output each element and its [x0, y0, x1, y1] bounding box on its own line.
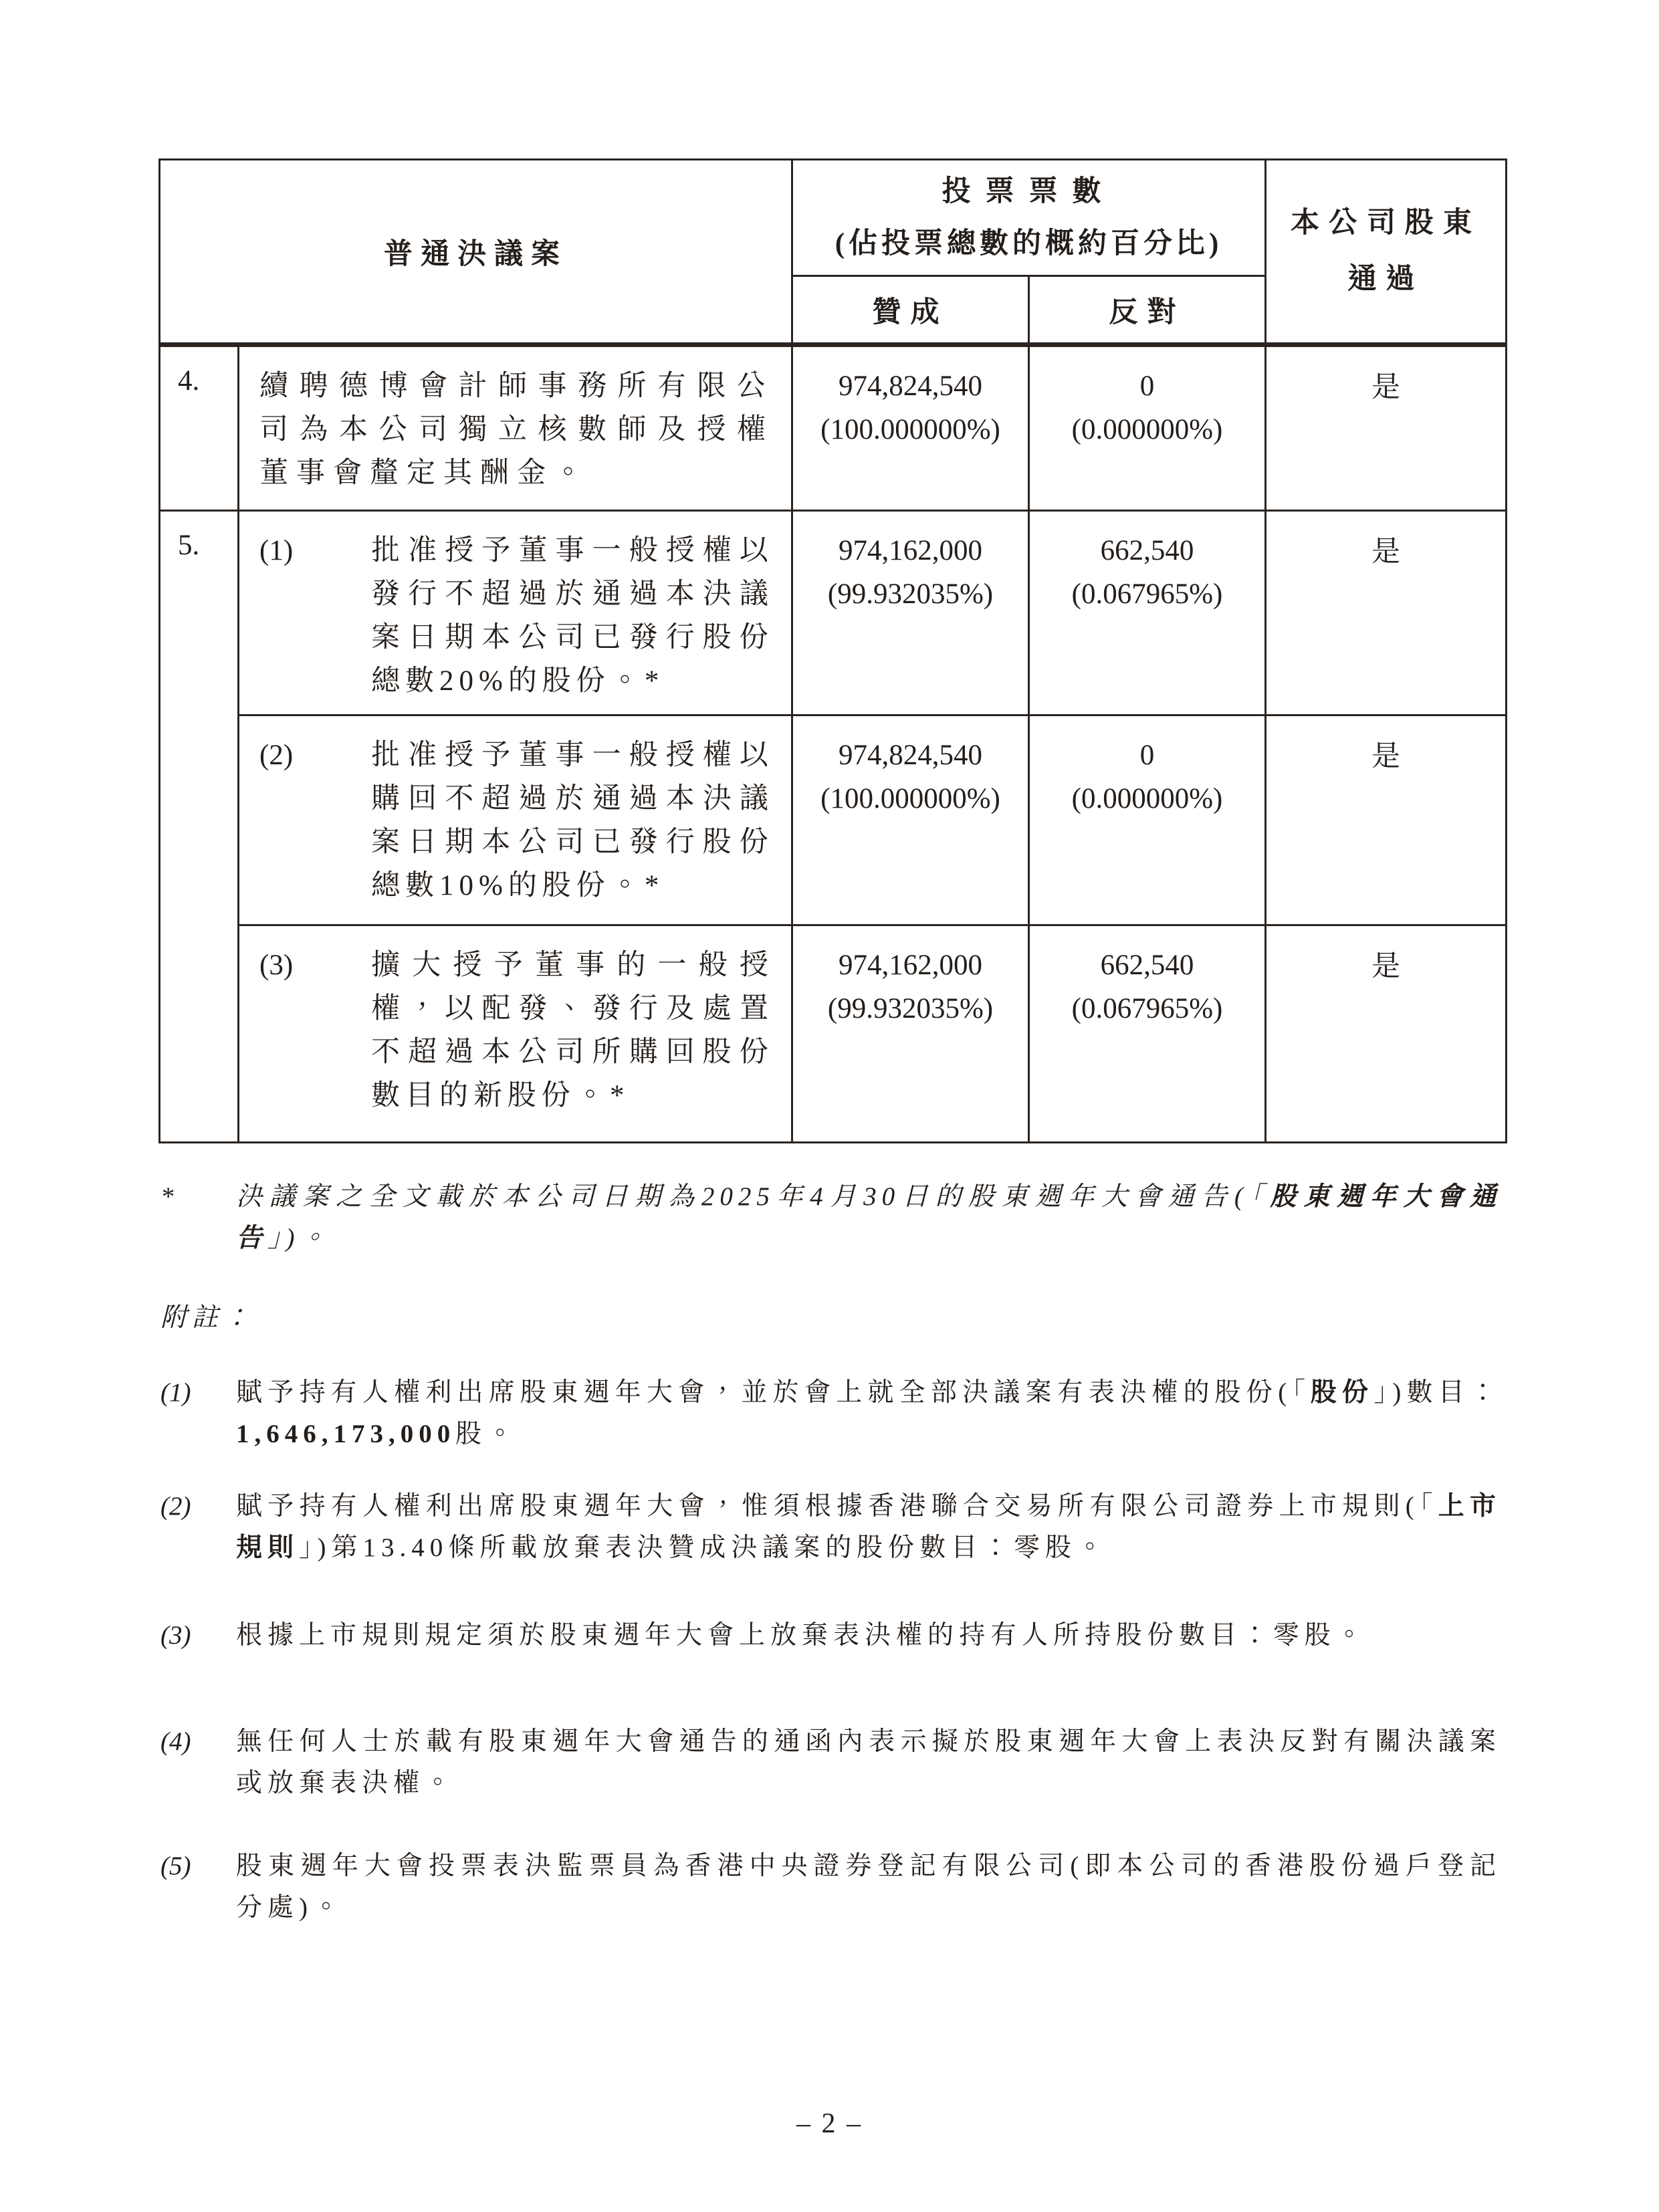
- table-row-resolution-4: [160, 345, 1507, 511]
- votes-for-percent: (100.000000%): [820, 783, 1000, 814]
- footnote-marker: (2): [160, 1492, 191, 1521]
- votes-against-count: 662,540: [1100, 950, 1194, 981]
- votes-for-count: 974,824,540: [839, 370, 982, 402]
- footnote-text: 決議案之全文載於本公司日期為2025年4月30日的股東週年大會通告(「股東週年大會通告」)。: [236, 1182, 1501, 1252]
- sub-item-marker: (1): [259, 535, 294, 566]
- sub-item-text: 擴大授予董事的一般授權，以配發、發行及處置不超過本公司所購回股份數目的新股份。*: [371, 950, 774, 1111]
- votes-against-cell: [1029, 925, 1266, 1143]
- sub-item-marker: (2): [259, 740, 294, 771]
- resolution-text: [239, 925, 792, 1143]
- votes-against-count: 0: [1139, 740, 1155, 771]
- table-row-resolution-5-1: [160, 511, 1507, 715]
- passed-flag: 是: [1266, 511, 1507, 715]
- header-against: 反對: [1029, 276, 1266, 345]
- footnote-2: [160, 1486, 1501, 1569]
- footnote-marker: (4): [160, 1727, 191, 1756]
- footnote-text: 賦予持有人權利出席股東週年大會，並於會上就全部決議案有表決權的股份(「股份」)數目：1,646,173,000股。: [236, 1378, 1501, 1448]
- footnote-4: [160, 1721, 1501, 1804]
- votes-against-cell: [1029, 715, 1266, 925]
- votes-for-cell: [792, 511, 1029, 715]
- voting-results-table: [158, 158, 1507, 1143]
- votes-against-percent: (0.000000%): [1071, 414, 1223, 445]
- header-passed-by-shareholders: [1266, 160, 1507, 345]
- votes-for-percent: (99.932035%): [827, 578, 994, 610]
- votes-for-cell: [792, 715, 1029, 925]
- footnote-text: 股東週年大會投票表決監票員為香港中央證券登記有限公司(即本公司的香港股份過戶登記分處)。: [236, 1852, 1501, 1922]
- sub-item-marker: (3): [259, 950, 294, 981]
- footnote-5: [160, 1846, 1501, 1928]
- votes-for-percent: (99.932035%): [827, 993, 994, 1024]
- passed-flag: 是: [1266, 345, 1507, 511]
- header-votes-subtitle: (佔投票總數的概約百分比): [835, 227, 1223, 259]
- header-for: 贊成: [792, 276, 1029, 345]
- votes-against-percent: (0.067965%): [1071, 993, 1223, 1024]
- votes-against-cell: [1029, 345, 1266, 511]
- resolution-text: [239, 511, 792, 715]
- votes-for-count: 974,824,540: [839, 740, 982, 771]
- votes-for-cell: [792, 925, 1029, 1143]
- passed-flag: 是: [1266, 925, 1507, 1143]
- votes-for-cell: [792, 345, 1029, 511]
- votes-for-percent: (100.000000%): [820, 414, 1000, 445]
- votes-against-count: 0: [1139, 370, 1155, 402]
- footnote-marker: (1): [160, 1378, 191, 1407]
- votes-against-count: 662,540: [1100, 535, 1194, 566]
- passed-flag: 是: [1266, 715, 1507, 925]
- footnote-asterisk: [160, 1176, 1501, 1259]
- votes-for-count: 974,162,000: [839, 950, 982, 981]
- header-votes-title: 投票票數: [942, 175, 1116, 207]
- header-votes-cast: [792, 160, 1266, 276]
- footnote-text: 根據上市規則規定須於股東週年大會上放棄表決權的持有人所持股份數目：零股。: [236, 1621, 1368, 1650]
- footnote-1: [160, 1372, 1501, 1455]
- page-number: – 2 –: [796, 2108, 863, 2139]
- header-passed-line2: 通過: [1347, 263, 1424, 295]
- resolution-text: [239, 715, 792, 925]
- votes-for-count: 974,162,000: [839, 535, 982, 566]
- footnote-text: 賦予持有人權利出席股東週年大會，惟須根據香港聯合交易所有限公司證券上市規則(「上市規則」)第13.40條所載放棄表決贊成決議案的股份數目：零股。: [236, 1492, 1501, 1562]
- table-row-resolution-5-3: [160, 925, 1507, 1143]
- sub-item-text: 批准授予董事一般授權以發行不超過於通過本決議案日期本公司已發行股份總數20%的股份。*: [371, 535, 774, 697]
- footnote-text: 無任何人士於載有股東週年大會通告的通函內表示擬於股東週年大會上表決反對有關決議案或放棄表決權。: [236, 1727, 1501, 1797]
- footnote-3: [160, 1615, 1501, 1656]
- header-passed-line1: 本公司股東: [1291, 207, 1482, 239]
- resolution-number: 4.: [160, 345, 239, 511]
- sub-item-text: 批准授予董事一般授權以購回不超過於通過本決議案日期本公司已發行股份總數10%的股份。*: [371, 740, 774, 901]
- votes-against-percent: (0.067965%): [1071, 578, 1223, 610]
- table-header-row-1: [160, 160, 1507, 276]
- resolution-text: 續聘德博會計師事務所有限公司為本公司獨立核數師及授權董事會釐定其酬金。: [239, 345, 792, 511]
- resolution-number: 5.: [160, 511, 239, 1143]
- notes-heading: 附註：: [160, 1303, 255, 1332]
- footnote-marker: *: [160, 1182, 174, 1211]
- table-row-resolution-5-2: [160, 715, 1507, 925]
- footnote-marker: (3): [160, 1621, 191, 1650]
- footnote-marker: (5): [160, 1852, 191, 1880]
- votes-against-cell: [1029, 511, 1266, 715]
- header-ordinary-resolutions: 普通決議案: [160, 160, 792, 345]
- votes-against-percent: (0.000000%): [1071, 783, 1223, 814]
